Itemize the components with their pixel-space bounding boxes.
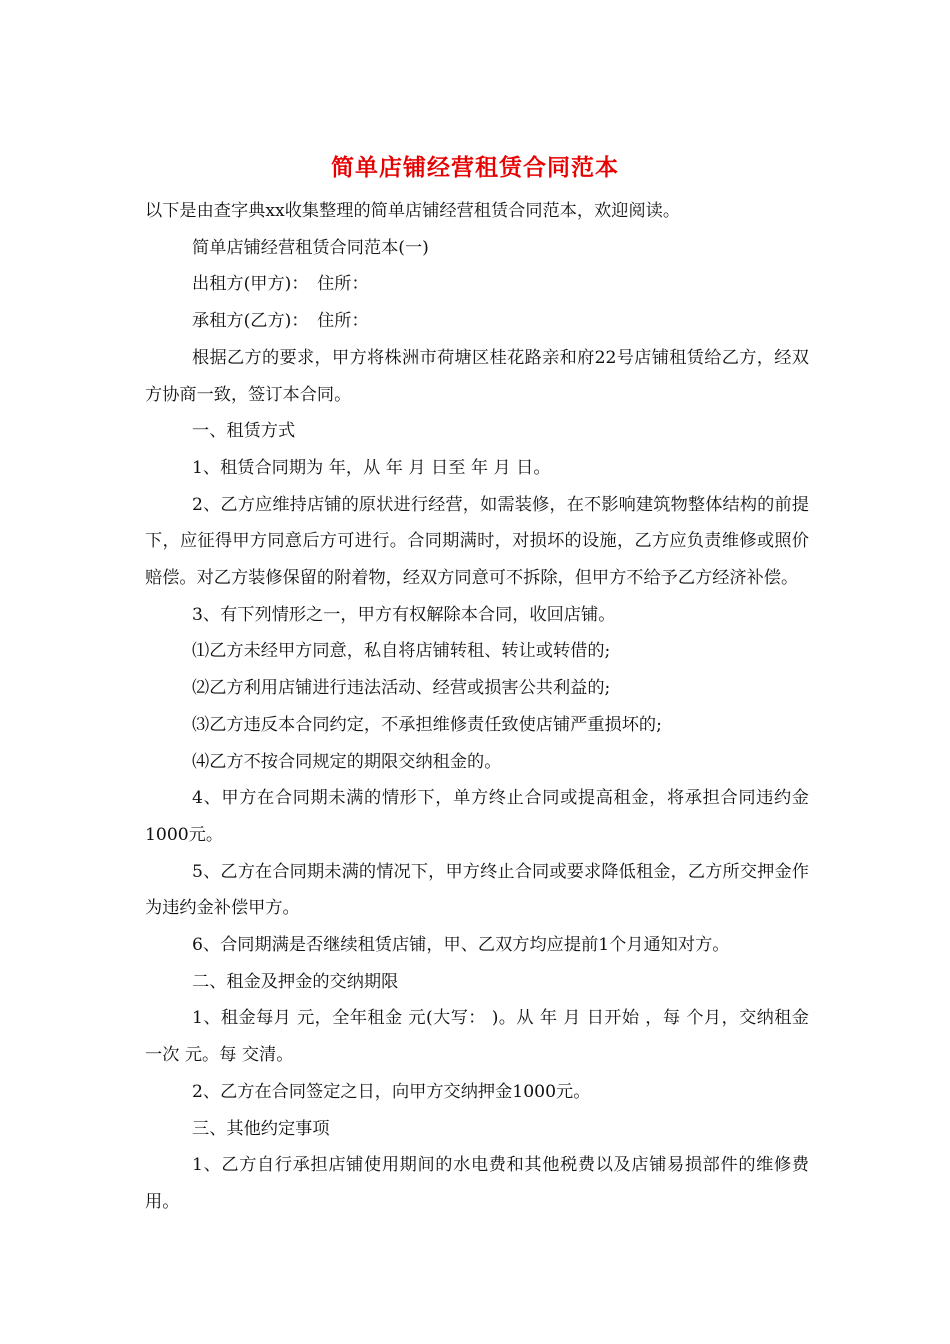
sub-clause-paragraph: ⑴乙方未经甲方同意，私自将店铺转租、转让或转借的;	[192, 641, 611, 662]
lessee-line: 承租方(乙方)： 住所：	[192, 311, 369, 332]
clause-paragraph: 4、甲方在合同期未满的情形下，单方终止合同或提高租金，将承担合同违约金1000元。	[145, 788, 809, 845]
clause-paragraph: 1、乙方自行承担店铺使用期间的水电费和其他税费以及店铺易损部件的维修费用。	[145, 1155, 809, 1212]
clause-paragraph: 2、乙方应维持店铺的原状进行经营，如需装修，在不影响建筑物整体结构的前提下，应征得甲方同意后方可进行。合同期满时，对损坏的设施，乙方应负责维修或照价赔偿。对乙方装修保留的附着物，经双方同意可不拆除，但甲方不给予乙方经济补偿。	[145, 494, 809, 589]
clause-paragraph: 5、乙方在合同期未满的情况下，甲方终止合同或要求降低租金，乙方所交押金作为违约金补偿甲方。	[145, 861, 809, 919]
clause-paragraph: 1、租金每月 元，全年租金 元(大写： )。从 年 月 日开始 ，每 个月，交纳租金一次 元。每 交清。	[145, 1008, 809, 1066]
intro-paragraph: 以下是由查字典xx收集整理的简单店铺经营租赁合同范本，欢迎阅读。	[145, 201, 681, 221]
section-heading-rent-deposit: 二、租金及押金的交纳期限	[192, 971, 399, 992]
clause-paragraph: 6、合同期满是否继续租赁店铺，甲、乙双方均应提前1个月通知对方。	[192, 935, 730, 956]
contract-subtitle: 简单店铺经营租赁合同范本(一)	[192, 237, 429, 258]
clause-paragraph: 3、有下列情形之一，甲方有权解除本合同，收回店铺。	[192, 604, 616, 625]
document-title: 简单店铺经营租赁合同范本	[331, 154, 619, 181]
section-heading-other-terms: 三、其他约定事项	[192, 1118, 330, 1139]
sub-clause-paragraph: ⑷乙方不按合同规定的期限交纳租金的。	[192, 751, 502, 772]
section-heading-lease-method: 一、租赁方式	[192, 421, 296, 442]
sub-clause-paragraph: ⑵乙方利用店铺进行违法活动、经营或损害公共利益的;	[192, 678, 611, 699]
sub-clause-paragraph: ⑶乙方违反本合同约定，不承担维修责任致使店铺严重损坏的;	[192, 714, 662, 735]
clause-paragraph: 1、租赁合同期为 年，从 年 月 日至 年 月 日。	[192, 457, 551, 478]
clause-paragraph: 2、乙方在合同签定之日，向甲方交纳押金1000元。	[192, 1081, 591, 1102]
document-body	[145, 193, 809, 1221]
lessor-line: 出租方(甲方)： 住所：	[192, 274, 369, 295]
preamble-paragraph: 根据乙方的要求，甲方将株洲市荷塘区桂花路亲和府22号店铺租赁给乙方，经双方协商一致，签订本合同。	[145, 347, 809, 405]
